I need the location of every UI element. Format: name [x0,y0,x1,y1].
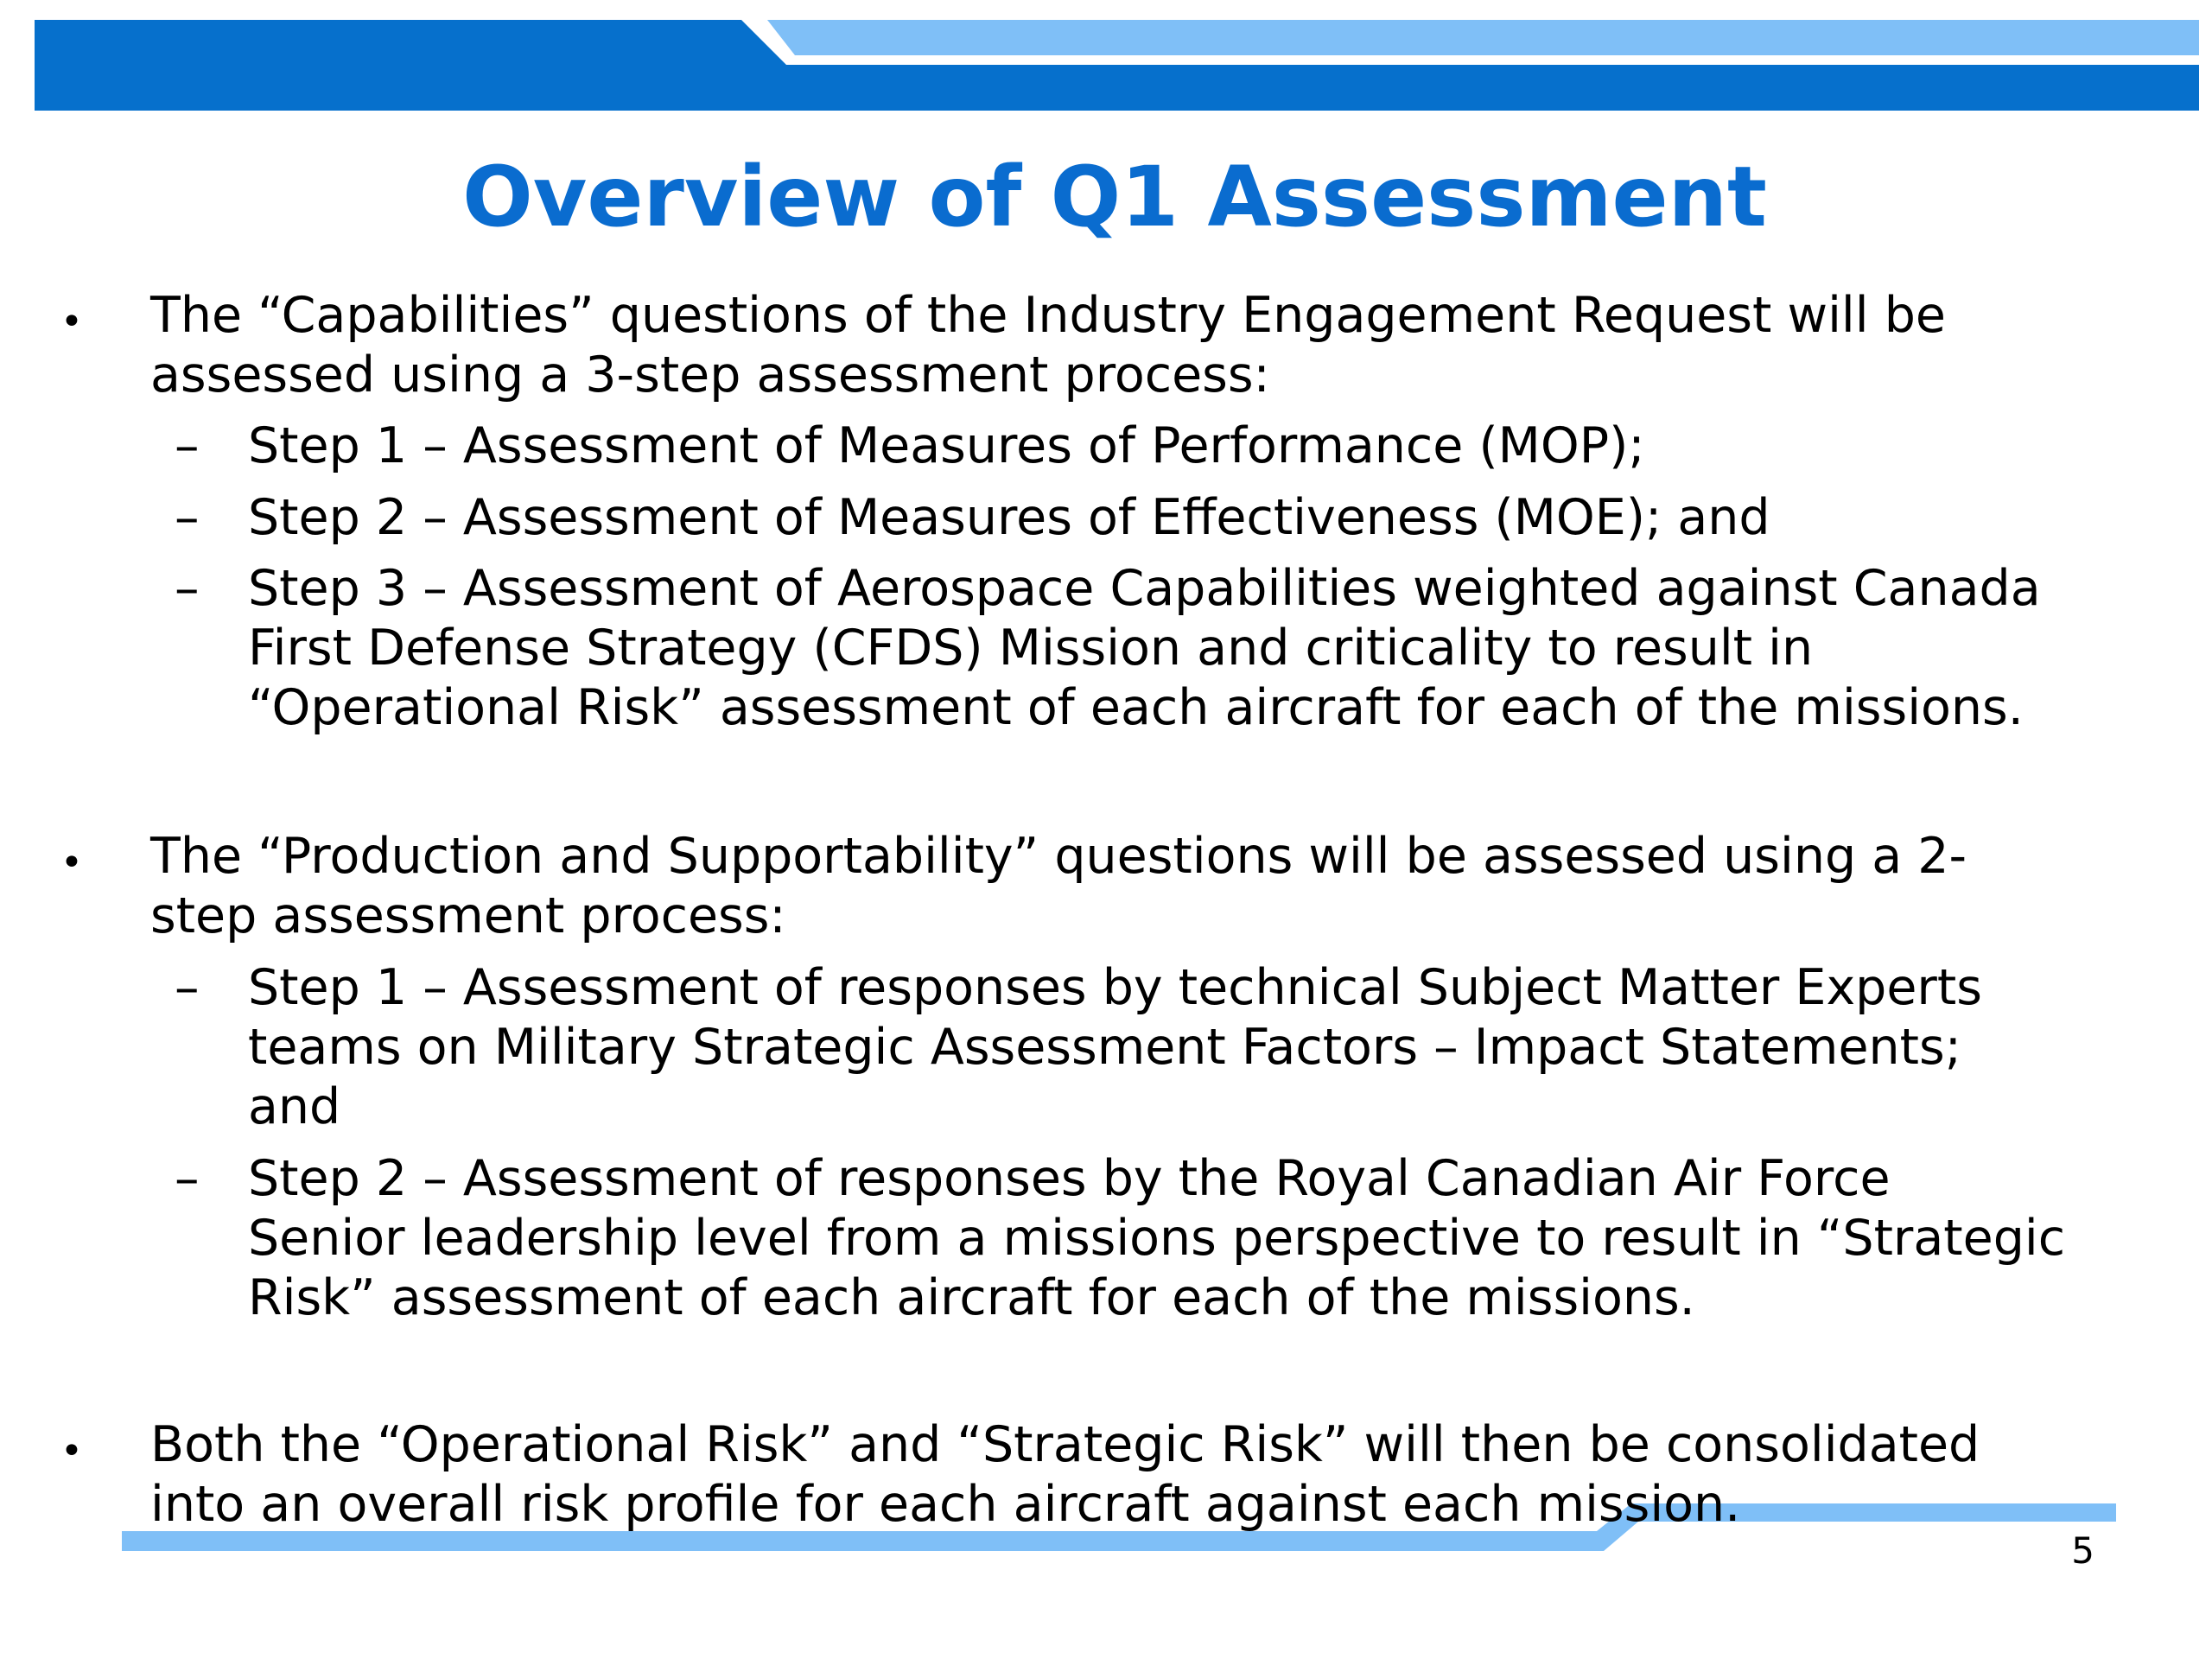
bullet-2-step-2 [248,1149,2065,1328]
text-line: into an overall risk profile for each aircraft against each mission. [150,1476,1741,1533]
text-line: “Operational Risk” assessment of each aircraft for each of the missions. [248,679,2024,736]
dash-marker: – [175,489,200,546]
slide-title: Overview of Q1 Assessment [462,149,1767,245]
bullet-1-step-2 [248,488,1770,548]
text-line: Step 1 – Assessment of responses by technical Subject Matter Experts [248,959,1982,1016]
bullet-2-step-1 [248,958,1982,1137]
text-line: Step 1 – Assessment of Measures of Performance (MOP); [248,417,1645,474]
bullet-marker: • [60,841,83,885]
text-line: Step 2 – Assessment of Measures of Effectiveness (MOE); and [248,489,1770,546]
bullet-marker: • [60,1429,83,1473]
bullet-2-text [150,827,1967,946]
bullet-1-step-1 [248,416,1645,476]
text-line: Step 3 – Assessment of Aerospace Capabilities weighted against Canada [248,560,2041,617]
dash-marker: – [175,560,200,617]
text-line: assessed using a 3-step assessment process: [150,346,1270,404]
text-line: Senior leadership level from a missions perspective to result in “Strategic [248,1210,2066,1267]
text-line: The “Production and Supportability” questions will be assessed using a 2- [150,828,1967,885]
text-line: teams on Military Strategic Assessment Factors – Impact Statements; [248,1019,1961,1076]
text-line: Step 2 – Assessment of responses by the Royal Canadian Air Force [248,1150,1891,1207]
bullet-marker: • [60,300,83,344]
page-number: 5 [2071,1529,2094,1572]
text-line: Both the “Operational Risk” and “Strategic Risk” will then be consolidated [150,1416,1980,1473]
text-line: First Defense Strategy (CFDS) Mission and criticality to result in [248,620,1814,677]
dash-marker: – [175,959,200,1016]
text-line: The “Capabilities” questions of the Industry Engagement Request will be [150,287,1946,344]
text-line: step assessment process: [150,887,786,944]
text-line: and [248,1078,341,1135]
text-line: Risk” assessment of each aircraft for each of the missions. [248,1269,1695,1326]
bullet-1-step-3 [248,559,2041,738]
dash-marker: – [175,417,200,474]
bullet-1-text [150,286,1946,405]
dash-marker: – [175,1150,200,1207]
bullet-3-text [150,1415,1980,1535]
